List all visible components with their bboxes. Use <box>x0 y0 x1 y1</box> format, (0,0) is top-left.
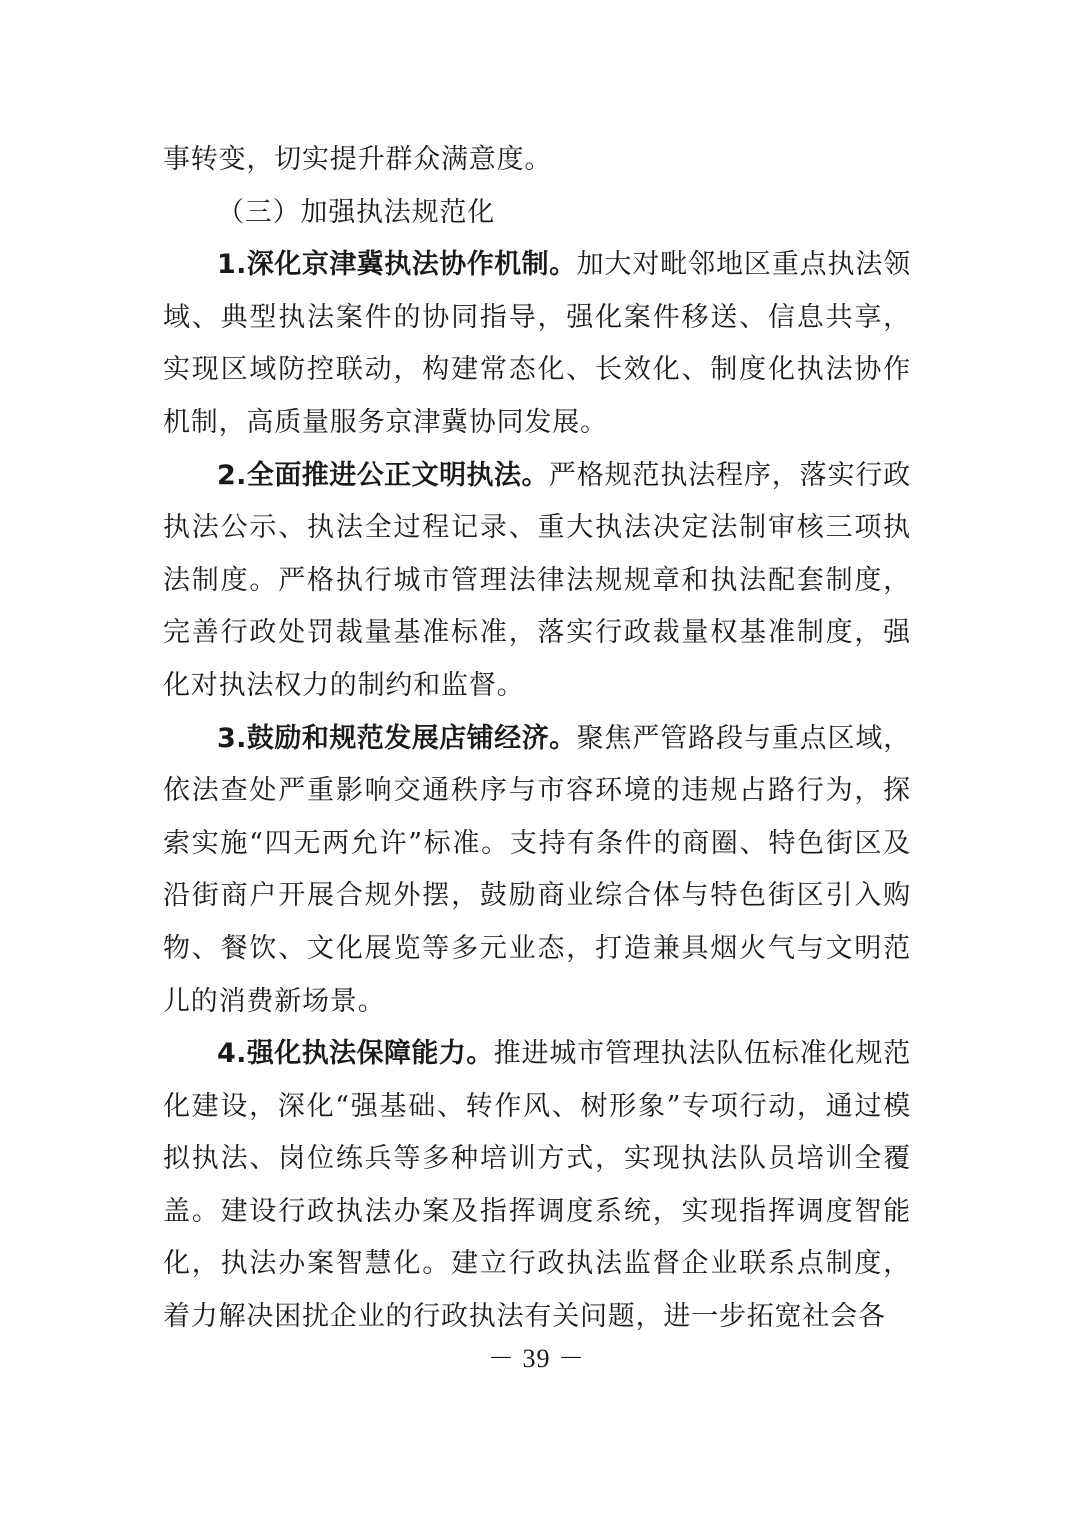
page-number: － 39 － <box>487 1344 585 1373</box>
item-body-4: 推进城市管理执法队伍标准化规范化建设，深化“强基础、转作风、树形象”专项行动，通过模拟执法、岗位练兵等多种培训方式，实现执法队员培训全覆盖。建设行政执法办案及指挥调度系统，实现指挥调度智能化，执法办案智慧化。建立行政执法监督企业联系点制度，着力解决困扰企业的行政执法有关问题，进一步拓宽社会各 <box>163 1038 911 1333</box>
item-paragraph-4 <box>163 1028 911 1344</box>
intro-paragraph: 事转变，切实提升群众满意度。 <box>163 144 553 175</box>
item-body-2: 严格规范执法程序，落实行政执法公示、执法全过程记录、重大执法决定法制审核三项执法制度。严格执行城市管理法律法规规章和执法配套制度，完善行政处罚裁量基准标准，落实行政裁量权基准制度，强化对执法权力的制约和监督。 <box>163 459 911 701</box>
item-body-3: 聚焦严管路段与重点区域，依法查处严重影响交通秩序与市容环境的违规占路行为，探索实施“四无两允许”标准。支持有条件的商圈、特色街区及沿街商户开展合规外摆，鼓励商业综合体与特色街区引入购物、餐饮、文化展览等多元业态，打造兼具烟火气与文明范儿的消费新场景。 <box>163 722 911 1017</box>
item-paragraph-1 <box>163 239 911 449</box>
item-paragraph-2 <box>163 450 911 713</box>
item-lead-4: 4.强化执法保障能力。 <box>217 1038 494 1070</box>
document-body <box>163 134 911 1344</box>
section-heading: （三）加强执法规范化 <box>217 196 495 228</box>
item-lead-3: 3.鼓励和规范发展店铺经济。 <box>217 722 577 754</box>
item-paragraph-3 <box>163 713 911 1029</box>
item-lead-2: 2.全面推进公正文明执法。 <box>217 459 549 491</box>
item-lead-1: 1.深化京津冀执法协作机制。 <box>217 249 577 281</box>
item-body-1: 加大对毗邻地区重点执法领域、典型执法案件的协同指导，强化案件移送、信息共享，实现区域防控联动，构建常态化、长效化、制度化执法协作机制，高质量服务京津冀协同发展。 <box>163 249 911 438</box>
